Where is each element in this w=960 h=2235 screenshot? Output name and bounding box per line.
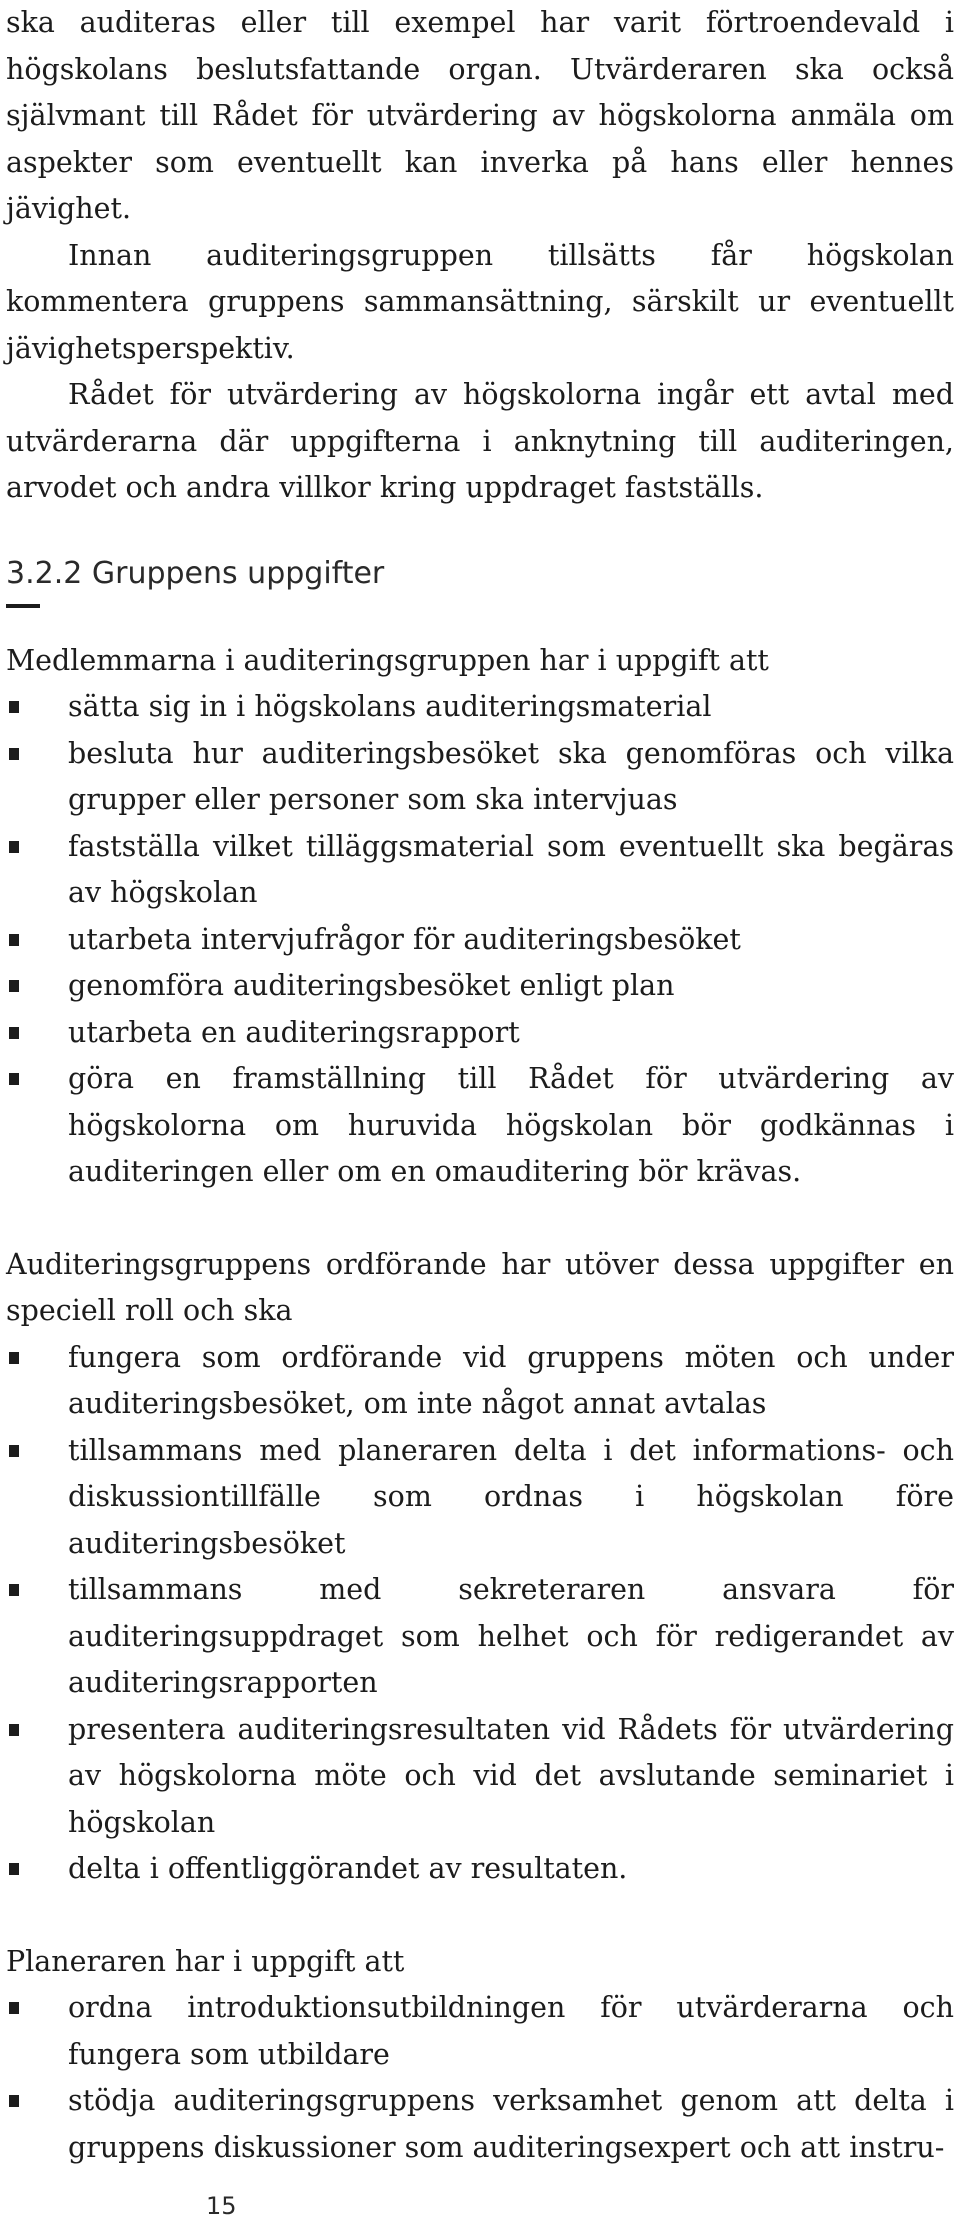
list-item	[6, 2078, 954, 2171]
bullet-square-icon	[9, 1863, 19, 1875]
list-item	[6, 963, 954, 1010]
bullet-square-icon	[9, 748, 19, 760]
list-item-text: delta i offentliggörandet av resultaten.	[68, 1852, 628, 1885]
list-item-text: ordna introduktionsutbildningen för utvärderarna och fungera som utbildare	[68, 1991, 954, 2071]
list-item	[6, 731, 954, 824]
list-item-text: tillsammans med sekreteraren ansvara för auditeringsuppdraget som helhet och för redigerandet av auditeringsrapporten	[68, 1573, 954, 1699]
members-list	[6, 684, 954, 1196]
bullet-square-icon	[9, 2002, 19, 2014]
chair-lead: Auditeringsgruppens ordförande har utöver dessa uppgifter en speciell roll och ska	[6, 1247, 954, 1327]
section-heading: 3.2.2 Gruppens uppgifter	[6, 555, 385, 591]
body-paragraph: Innan auditeringsgruppen tillsätts får högskolan kommentera gruppens sammansättning, särskilt ur eventuellt jävighetsperspektiv.	[6, 238, 954, 365]
bullet-square-icon	[9, 1724, 19, 1736]
list-item	[6, 1707, 954, 1847]
list-item-text: utarbeta intervjufrågor för auditeringsbesöket	[68, 922, 741, 956]
list-item	[6, 1428, 954, 1568]
heading-rule	[6, 604, 40, 608]
bullet-square-icon	[9, 1584, 19, 1596]
bullet-square-icon	[9, 934, 19, 946]
bullet-square-icon	[9, 1352, 19, 1364]
bullet-square-icon	[9, 701, 19, 713]
bullet-square-icon	[9, 1027, 19, 1039]
list-item-text: besluta hur auditeringsbesöket ska genomföras och vilka grupper eller personer som ska intervjuas	[68, 736, 954, 816]
list-item	[6, 1010, 954, 1057]
list-item	[6, 1985, 954, 2078]
bullet-square-icon	[9, 980, 19, 992]
list-item-text: göra en framställning till Rådet för utvärdering av högskolorna om huruvida högskolan bör godkännas i auditeringen eller om en omauditering bör krävas.	[68, 1062, 954, 1188]
document-page	[6, 0, 954, 2171]
planner-list	[6, 1985, 954, 2171]
list-item	[6, 1567, 954, 1707]
list-item-text: genomföra auditeringsbesöket enligt plan	[68, 969, 675, 1002]
list-item-text: fungera som ordförande vid gruppens möten och under auditeringsbesöket, om inte något annat avtalas	[68, 1340, 954, 1420]
list-item-text: utarbeta en auditeringsrapport	[68, 1015, 520, 1049]
list-item	[6, 1056, 954, 1196]
list-item-text: stödja auditeringsgruppens verksamhet genom att delta i gruppens diskussioner som auditeringsexpert och att instru-	[68, 2084, 954, 2164]
body-paragraph: Rådet för utvärdering av högskolorna ingår ett avtal med utvärderarna där uppgifterna i anknytning till auditeringen, arvodet och andra villkor kring uppdraget fastställs.	[6, 378, 954, 504]
list-item	[6, 1846, 954, 1893]
members-lead: Medlemmarna i auditeringsgruppen har i uppgift att	[6, 643, 769, 677]
planner-lead: Planeraren har i uppgift att	[6, 1944, 405, 1978]
list-item	[6, 1335, 954, 1428]
list-item	[6, 917, 954, 964]
list-item-text: presentera auditeringsresultaten vid Rådets för utvärdering av högskolorna möte och vid det avslutande seminariet i högskolan	[68, 1712, 954, 1839]
list-item-text: fastställa vilket tilläggsmaterial som eventuellt ska begäras av högskolan	[68, 829, 954, 909]
chair-list	[6, 1335, 954, 1893]
page-number: 15	[206, 2192, 237, 2220]
section-heading-block	[6, 552, 954, 608]
spacer	[6, 1196, 954, 1242]
bullet-square-icon	[9, 1445, 19, 1457]
bullet-square-icon	[9, 2095, 19, 2107]
spacer	[6, 1893, 954, 1939]
bullet-square-icon	[9, 841, 19, 853]
list-item-text: sätta sig in i högskolans auditeringsmaterial	[68, 690, 712, 723]
list-item	[6, 684, 954, 731]
list-item-text: tillsammans med planeraren delta i det informations- och diskussiontillfälle som ordnas i högskolan före auditeringsbesöket	[68, 1433, 954, 1560]
list-item	[6, 824, 954, 917]
body-paragraph: ska auditeras eller till exempel har varit förtroendevald i högskolans beslutsfattande organ. Utvärderaren ska också självmant till Rådet för utvärdering av högskolorna anmäla om aspekter som eventuellt kan inverka på hans eller hennes jävighet.	[6, 6, 954, 225]
bullet-square-icon	[9, 1073, 19, 1085]
